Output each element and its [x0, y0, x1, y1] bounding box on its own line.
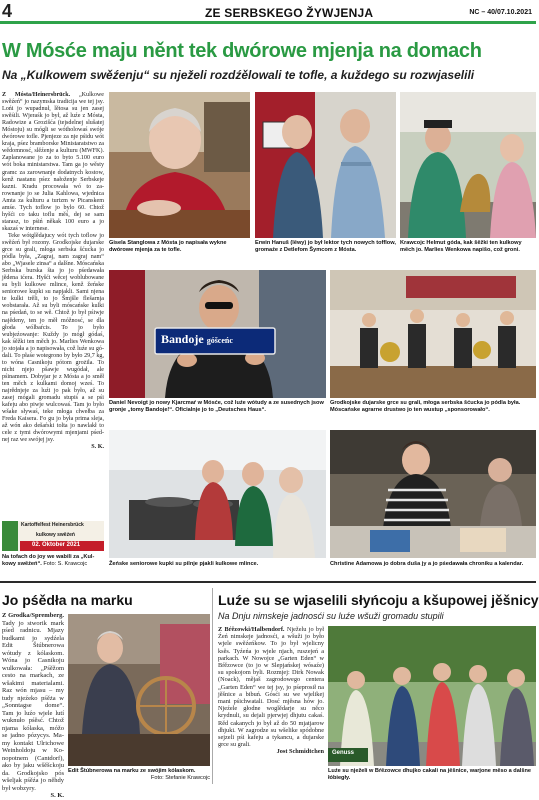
photo-woman-with-spinning-wheel [68, 614, 210, 766]
paragraph: „Kulkowe swěźeń“ jo nazymska tradicija we tej jsy. Lońi jo wupadnuł, lětosa su jen zasej swěśili. Wjeraśk jo był, až luźe z Mósta, Radowize a Grozišća (tejsdelnej slušatej Móstoju) su mógli se wótholowaś swóje dwórowe tofle. Pjenjeze za nje pśidu wót kraja, pśez bramborske Ministaratstwo za wědomnosć, slěźenje a kulturu (MWFK). Zaplanowane jo za to byto 5.100 euro wót boka ministarstwa. Tam ga jo wěsty gramc za zarownanje dodatnych kostow, kenž nastanu pśez nałoženje Serbskeje kazni. Kradu procowała wó to zarownanje jo se Julia Kahlowa, wjednica Amta za kulturu a turizm w Picanskem amśe. Tych toflow jo bylo 60. Chtož hyšći co taku toflu měś, dej se sam starasz, to pśiń někak 100 euro a jo skazaś w internese. [2, 92, 104, 232]
poster-subtitle: kulkowy swěźeń [36, 532, 75, 538]
photo-caption: Na tofach do joy we wabili za „Kulkowy swěźeń“. Foto: S. Krawcojc [2, 554, 95, 567]
newspaper-masthead: ZE SERBSKEGO ŽYWJENJA [205, 6, 374, 20]
photo-credit: Foto: Stefanie Krawcojc [150, 774, 210, 781]
main-subheadline: Na „Kulkowem swěźenju“ su nježeli rozdźělowali te tofle, a kuždego su rozwjaselili [2, 68, 475, 82]
dateline: Z Mósta/Heinersbrück. [2, 92, 71, 98]
paragraph: Nježelu jo był Źeń nimskeje jadnosći, a wšuži jo było wjele swěźeńkow. To jo był wjelicny ksěs. Tyźeńa jo wjele njach, ruszejeń a parkach. W Nowojce „Garten Eden“ w Bŕězowce (to jo w Slepjańskej wósaźe) su spokojom byli. Rozmjej: Dirk Nowak (Noack), mějaš zagrodowego centera „Garten Eden“ we tej jsy, jo pśeprosił na jěšnice a bibuń. Gósći su we wjelikej mani pśichwatali. Dosć mjěsna hów jo. Njeźele głodne woglědarje su něco krydnuli, su dejali pjerwjej dhjutu cakaś. Rěd cakanych jo był až do 50 mjatjarow dhjuki. W zagrodze su wšelike spódobne sejzeli pśi kafeju a tykancu, a dujarske grce su grali. [218, 626, 324, 749]
poster-title: Kartoffelfest Heinersbrück [21, 522, 84, 528]
photo-credit: Foto: S. Krawcojc [43, 560, 88, 567]
dateline: Z Grodka/Spremberg. [2, 612, 64, 619]
photo-caption: Gisela Stanglowa z Mósta jo napisała wykne dwórowe mjenja za te tofle. [109, 240, 227, 253]
section-divider [0, 581, 536, 583]
issue-info: NC – 40/07.10.2021 [469, 9, 532, 16]
photo-caption: Žeńske seniorowe kupki su pilnje pjakli kulkowe mlince. [109, 561, 259, 567]
photo-women-baking [109, 430, 326, 558]
author-signature: Jost Schmidtchen [276, 748, 324, 756]
photo-caption: Krawcojc Helmut góda, kak šěžki ten kulkowy měch jo. Marlies Wenkowa napišo, což groni. [400, 240, 522, 253]
left-article-text [2, 612, 64, 799]
author-signature: S. K. [50, 792, 64, 799]
photo-caption: Christine Adamowa jo dobra duša jy a jo pśedawała chroniku a kalendar. [330, 561, 524, 567]
right-article-title: Luźe su se wjaselili słyńcoju a kšupowej jěšnicy [218, 592, 539, 608]
banner-text: Genuss [332, 750, 355, 756]
author-signature: S. K. [91, 444, 104, 451]
photo-man-with-sign [109, 270, 326, 398]
sign-text: Bandoje góšceńc [161, 332, 233, 346]
page-header [0, 0, 536, 24]
right-article-subtitle: Na Dnju nimskeje jadnosći su luźe wšuži gromadu stupili [218, 611, 444, 621]
photo-woman-selling [330, 430, 536, 558]
paragraph: Tady jo stworik mark pśed radnicu. Mjazy budkami jo sydźela Edit Štúbnerowa wótudy z kólaskom. Wóna jo Casnikoju wulkowała: „Pśěžom cesto na markach, ze wšakimi materialami. Raz wón mjasu – my tudy njeźeko pśěża w „Sonntagse dome“. Tam jo luźo wjele lutí wuknuło pśěsć. Chtož njama kólaska, móžo se jadno pózycys. Mamy kontakt Ulrichowe Weinholdoju w Konopotnem (Cantdorf), ako by jaku wšěšckoju da. Grodkojsko pós wšeljak pśěźa jo něhdy był wobzyry. [2, 619, 64, 792]
photo-crowd-queue [328, 626, 536, 766]
main-article-text [2, 92, 104, 560]
dateline: Z Bŕězowki/Halbendorf. [218, 626, 285, 633]
paragraph: Tekе wótglědajucy wót tych toflow jo swěźeń był rozony. Grodkojske dujarske grce su grali, młoga serbska šćucka jo pódla była, „Zagraj, nam zagraj nam“ abo „Wjasele zinsa“ a dalšne. Móscańska Serbska burska šta jo jo pśedawała jědena ićera. Hyšći wěcej woblubowane su byli kulkowe mlince, kenž žeńske seniorowe kupki su napjakli. Sami njena te kulki trěli, to jo Šmjšle flešarnja wobstarała. Až su byli móscańske kulki na pśedań, to se wě. Chtož jo był pśiwje najědeny, ten jo měł móžnosć, se dla głoda wólbaŕcis. To jo było wubjeźowanje: Kuždy jo mógł gódaś, kak śěžki ten měch jo. Marlies Wenkowa jo stojała a jo napisowała, což luźe su gódali. To płaśe wotegrono by było 29,7 kg, to wóna Casnikoju pótom grożila. To nicht njejo pšawje wugódał, ale pśinamem. Dobyjar je z Mósta a jo směł ten měch z kulkami domoj wześ. To najrědnjeje za luźi jo pak było, až su zasej mógali gromadu stupiś a se pśi kafeju abo piwje wulcowaś. Tam jo było wšake sływaś, teke młoga cłwełba za Freda Kaisera. Fo gu jo była prima sleja, až wón ako dešaŕski tolta jo nawlakł to cele z tymi dwórowymi mjenjami pśednej raz we swójej jsy. [2, 232, 104, 444]
poster-date: 02. Oktober 2021 [32, 542, 81, 548]
photo-woman-portrait [109, 92, 250, 238]
right-article-text [218, 626, 324, 784]
photo-caption: Erwin Hanuš (lěwy) jo był lektor tych nowych tofflow, gromaźe z Detlefom Šymcom z Mósta. [255, 240, 396, 253]
photo-caption: Daniel Nevoigt jo nowy Kjarcmaŕ w Mósće, což luźe wótudy a ze susednych jsow gronje „tomy Bandoje!“. Oficialnje jo to „Deutsches Haus“. [109, 400, 324, 413]
photo-two-men [255, 92, 396, 238]
left-article-title: Jo pśědła na marku [2, 592, 133, 608]
column-divider [212, 588, 213, 784]
photo-caption: Edit Štúbnerowa na marku ze swójim kólaskom. Foto: Stefanie Krawcojc [68, 768, 210, 781]
main-headline: W Mósće maju něnt tek dwórowe mjenja na domach [2, 40, 482, 62]
header-rule [0, 21, 536, 24]
page-number: 4 [2, 1, 13, 21]
photo-weighing-sack [400, 92, 536, 238]
photo-event-poster [2, 521, 104, 551]
photo-caption: Luźe su nježeli w Bŕězowce dhujko cakali na jěšnice, warjone měso a dalšne łóbiegły. [328, 768, 532, 781]
photo-caption: Grodkojske dujarske grce su grali, młoga serbska šćucka jo pódla była. Móscańske agrarne drustwo jo ten wustup „sponsorowało“. [330, 400, 521, 413]
photo-brass-band [330, 270, 536, 398]
